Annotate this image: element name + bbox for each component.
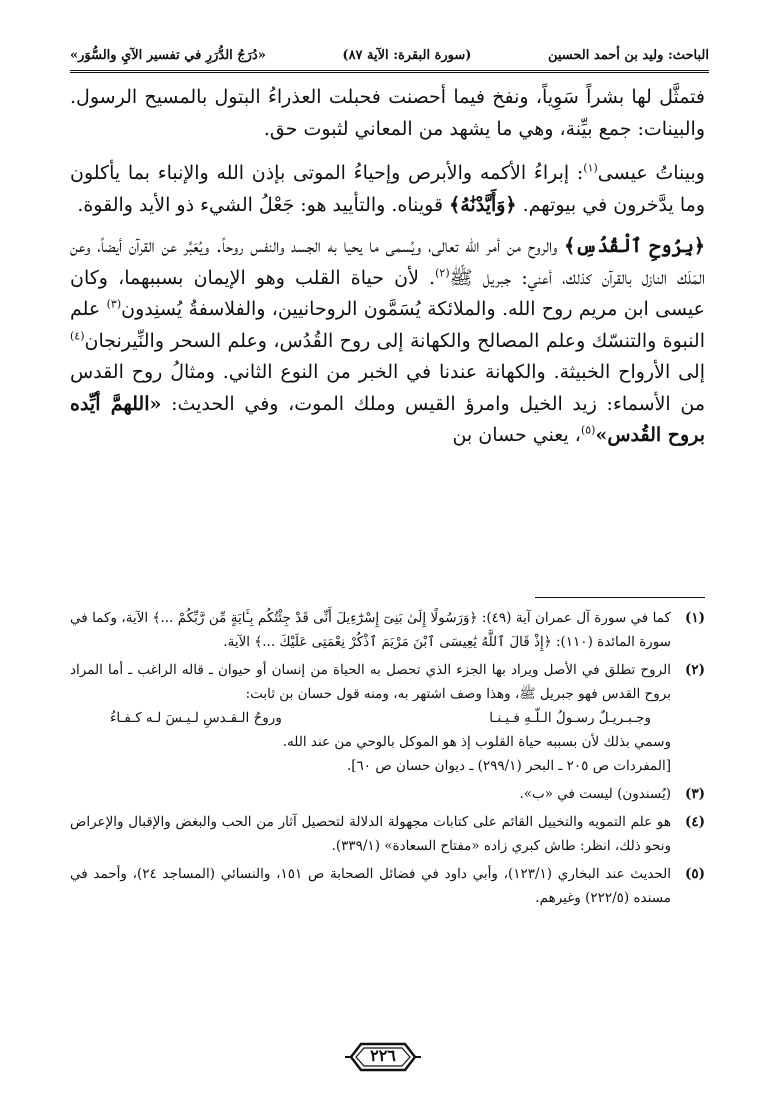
verse-second-half: وروحُ الـقـدسِ لـيـسَ لـه كـفـاءُ xyxy=(110,710,282,726)
paragraph-3-text-a: والروح من أمر الله تعالى، ويُسمى ما يحيا به الجسد والنفس روحاً. ويُعَبَّر عن القرآن أيضاً، وعن المَلَك النازل بالقرآن كذلك، أعني: جبريل ﷺ xyxy=(70,235,705,289)
paragraph-3-text-b: . لأن حياة القلب وهو الإيمان بسببهما، وكان عيسى ابن مريم روح الله. والملائكة يُسَمَّون الروحانيين، والفلاسفةُ يُسنِدون xyxy=(70,266,705,320)
quran-quote: ﴿وَأَيَّدْنَٰهُ﴾ xyxy=(449,193,517,216)
footnote-3 xyxy=(70,782,705,806)
footnote-number: (٤) xyxy=(684,814,705,830)
paragraph-1-text: فتمثَّل لها بشراً سَوِياً، ونفخ فيما أحصنت فحبلت العذراءُ البتول بالمسيح الرسول. والبينات: جمع بيِّنة، وهي ما يشهد من المعاني لثبوت حق. xyxy=(70,86,705,140)
header-book-title: «دُرَجُ الدُّرَرِ في تفسير الآيِ والسُّوَر» xyxy=(70,47,266,63)
main-text xyxy=(70,82,705,465)
poem-verse xyxy=(70,706,671,730)
footnote-divider xyxy=(535,597,705,598)
footnote-number: (٥) xyxy=(684,866,705,882)
verse-first-half: وجـبـريـلٌ رسـولُ الـلّـهِ فـيـنـا xyxy=(489,710,651,726)
footnote-ref-5[interactable]: (٥) xyxy=(580,423,596,437)
header-location: (سورة البقرة: الآية ٨٧) xyxy=(342,47,472,63)
footnote-ref-2[interactable]: (٢) xyxy=(435,266,450,280)
paragraph-3-text-e: ، يعني حسان بن xyxy=(452,424,581,446)
footnotes xyxy=(70,606,705,914)
header-author: الباحث: وليد بن أحمد الحسين xyxy=(547,47,709,63)
paragraph-2-text-c: قويناه. والتأييد هو: جَعْلُ الشيء ذو الأيد والقوة. xyxy=(77,193,444,216)
footnote-1 xyxy=(70,606,705,654)
footnote-ref-3[interactable]: (٣) xyxy=(106,297,122,311)
paragraph-1 xyxy=(70,82,705,145)
running-header xyxy=(70,40,709,73)
footnote-text: الروح تطلق في الأصل ويراد بها الجزء الذي تحصل به الحياة من إنسان أو حيوان ـ قاله الراغب ـ أما المراد بروح القدس فهو جبريل ﷺ، وهذا وصف اشتهر به، ومنه قول حسان بن ثابت: xyxy=(70,662,671,702)
page-number: ٢٢٦ xyxy=(370,1046,396,1065)
footnote-2 xyxy=(70,658,705,778)
footnote-number: (٣) xyxy=(684,786,705,802)
footnote-5 xyxy=(70,862,705,910)
footnote-text: هو علم التمويه والتخييل القائم على كتابات مجهولة الدلالة لتحصيل آثار من الحب والبغض والإقبال والإعراض ونحو ذلك، انظر: طاش كبري زاده «مفتاح السعادة» (٣٣٩/١). xyxy=(70,814,671,854)
hadith-quote: «اللهمَّ أيِّده بروح القُدس» xyxy=(70,392,705,446)
quran-quote: ﴿بِرُوحِ ٱلْقُدُسِ﴾ xyxy=(564,235,705,257)
footnote-4 xyxy=(70,810,705,858)
paragraph-3 xyxy=(70,231,705,452)
paragraph-2-text-a: وبيناتُ عيسى xyxy=(597,162,705,184)
footnote-text: الحديث عند البخاري (١٢٣/١)، وأبي داود في فضائل الصحابة ص ١٥١، والنسائي (المساجد ٢٤)، وأحمد في مسنده (٢٢٢/٥) وغيرهم. xyxy=(70,866,671,906)
footnote-text: كما في سورة آل عمران آية (٤٩): ﴿وَرَسُولًا إِلَىٰ بَنِىٓ إِسْرَٰٓءِيلَ أَنِّى قَدْ جِئْتُكُم بِـَٔايَةٍ مِّن رَّبِّكُمْ ...﴾ الآية، وكما في سورة المائدة (١١٠): ﴿إِذْ قَالَ ٱللَّهُ يَٰعِيسَى ٱبْنَ مَرْيَمَ ٱذْكُرْ نِعْمَتِى عَلَيْكَ ...﴾ الآية. xyxy=(70,610,671,650)
paragraph-3-text-d: إلى الأرواح الخبيثة. والكهانة عندنا في الخبر من النوع الثاني. ومثالُ روح القدس من الأسماء: زيد الخيل وامرؤ القيس وملك الموت، وفي الحديث: xyxy=(70,361,705,415)
footnote-ref-1[interactable]: (١) xyxy=(583,161,598,175)
paragraph-3-text-c: علم النبوة والتنسّك وعلم المصالح والكهانة إلى روح القُدُس، وعلم السحر والنِّيرنجان xyxy=(70,298,705,352)
footnote-source: [المفردات ص ٢٠٥ ـ البحر (٢٩٩/١) ـ ديوان حسان ص ٦٠]. xyxy=(346,758,671,774)
footnote-text-after: وسمي بذلك لأن بسببه حياة القلوب إذ هو الموكل بالوحي من عند الله. xyxy=(282,734,671,750)
footnote-number: (٢) xyxy=(684,662,705,678)
footnote-number: (١) xyxy=(684,610,705,626)
paragraph-2-text-b: : إبراءُ الأكمه والأبرص وإحياءُ الموتى بإذن الله والإنباء بما يأكلون وما يدَّخرون في بيوتهم. xyxy=(70,162,705,216)
footnote-text: (يُسندون) ليست في «ب». xyxy=(519,786,671,802)
footnote-ref-4[interactable]: (٤) xyxy=(70,329,85,343)
paragraph-2 xyxy=(70,158,705,221)
page-number-ornament xyxy=(343,1040,423,1074)
